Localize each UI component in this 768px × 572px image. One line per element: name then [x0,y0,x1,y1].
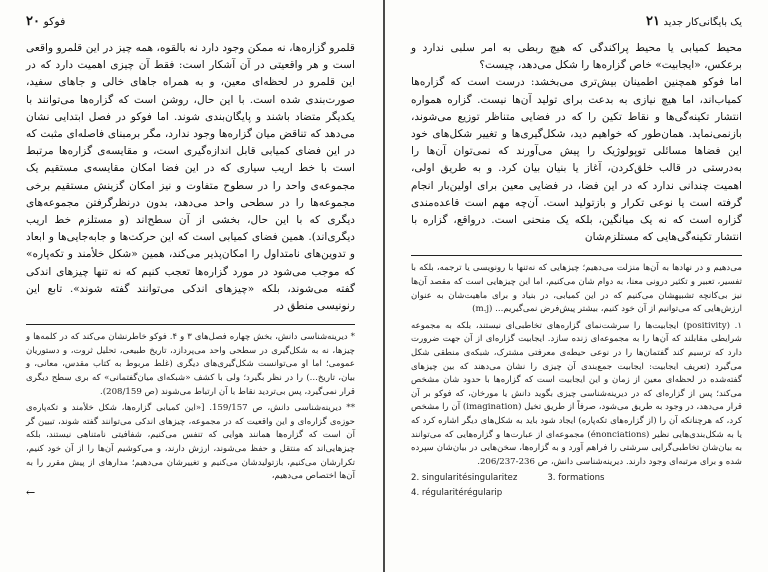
right-paragraph: محیط کمیابی یا محیط پراکندگی که هیچ ربطی به امر سلبی ندارد و برعکس، «ایجابیت» خاص گزاره‌ها را شکل می‌دهد، چیست؟ [411,42,742,72]
latin-footnotes [411,472,742,485]
latin-footnote: 3. formations [547,473,605,484]
latin-footnotes-row2 [411,487,742,500]
right-footnote: می‌دهیم و در نهادها به آن‌ها منزلت می‌دهیم؛ چیزهایی که نه‌تنها با رونویسی یا ترجمه، بلکه با تفسیر، تعبیر و تکثیر درونی معنا، به دوام شان می‌کنیم، اما این چیزهایی است که مقصد آن‌ها نیز بی‌کانچه تشبیهشان می‌کنیم که در این کمیابی، در بنیاد و برای ماهیت‌شان به عنوان ارزش‌هایی که می‌توانیم از آن خود کنیم، بیشتر پیش‌فرض نمی‌گیریم... (m.j) [411,263,742,315]
right-running-head: یک بایگانی‌کار جدید [663,17,742,28]
footnote-divider [26,324,355,325]
right-book-page [385,0,768,572]
latin-footnote: 4. régularitérégularip [411,488,503,499]
left-footnote: * دیرینه‌شناسی دانش، بخش چهاره فصل‌های ۳ و ۴. فوکو خاطرنشان می‌کند که در کلمه‌ها و چیزها، نه به شکل‌گیری در سطحی واحد می‌پردازد، تاریخ طبیعی، تحلیل ثروت، و دستوریان عمومی؛ اما او می‌توانست شکل‌گیری‌های دیگری (غلط مربوط به کتاب مقدس، معانی، و بیان، تاریخ...) را در نظر بگیرد؛ ولی با کشف «شبکه‌ای میان‌گفتمانی» که بری سطح دیگری قرار نمی‌گیرد، پس بی‌تردید نقاط با آن ارتباط می‌شوند (ص 208/159). [26,332,355,397]
left-page-number: ۲۰ [26,14,40,29]
left-running-head: فوکو [43,15,66,28]
right-paragraph: اما فوکو همچنین اطمینان بیش‌تری می‌بخشد: درست است که گزاره‌ها کمیاب‌اند، اما هیچ نیازی به بدعت برای تولید آن‌ها نیست. گزاره همواره انتشار تکینه‌گی‌ها و نقاط تکین را که در فضایی متناظر توزیع می‌شوند، بازنمی‌نماید. همان‌طور که خواهیم دید، شکل‌گیری‌ها و تغییر شکل‌های خود این فضاها مسائلی توپولوژیک را پیش می‌آورند که نمی‌توان آن‌ها را به‌درستی در قالب خلق‌کردن، آغاز یا بنیان بیان کرد. و به طریق اولی، اهمیت چندانی ندارد که در این فضا، در فضایی معین برای اولین‌بار انجام گرفته است یا نوعی تکرار و بازتولید است. آن‌چه مهم است قاعده‌مندی گزاره است که نه یک میانگین، بلکه یک منحنی است. درواقع، گزاره با انتشار تکینه‌گی‌هایی که مستلزم‌شان [411,76,742,244]
continuation-arrow-icon: ← [26,485,36,499]
right-footnote: ۱. (positivity) ایجابیت‌ها را سرشت‌نمای گزاره‌های تخاطبی‌ای نیستند، بلکه به مجموعه شرایطی مقابلند که آن‌ها را به مجموعه‌ای زنده سازد. ایجابیت گزاره‌ای از آن جهت ضرورت دارد که ترسیم کند گفتمان‌ها را در نوعی حیطه‌ی معرفتی مشترک، شبکه‌ی منطقی شکل می‌گیرد (تعریف ایجابیت: ایجابیت جمع‌بندی آن چیزی را نشان می‌دهند که بین چیزهای گفته‌شده در لحظه‌ای معین از زمان و این ایجابیت است که گزاره‌ها با حدود شان مشخص می‌کند؛ پس از گزاره‌ای که در دیرینه‌شناسی چیزی بگوید دانش یا مورخان، که فوکو بر آن قرار می‌دهد، در وجود به طریق می‌شود، صرفاً از طریق تخیل (imagination) آن را مشخص کرد، که هرچنانکه آن را (از گزاره‌های تکه‌پاره) ایجاد شود باید به شکل‌های دیگر اشاره کرد که یا به شکل‌بندی‌هایی نظیر (énonciations) مجموعه‌ای از عبارت‌ها و گزاره‌هایی که می‌توانند به بیان‌شان تخاطبی‌گرایی سرشتی را فراهم آورد و به گزاره‌ها، سخن‌هایی در بیان‌شان سپرده شده و برای مرتبه‌ای وجود دارند. دیرینه‌شناسی دانش، ص 236-206/237. [411,320,742,467]
right-body-text [411,40,742,246]
left-running-head-group [26,14,65,29]
footnote-divider [411,255,742,256]
right-page-number: ۲۱ [646,14,660,29]
right-page-header [411,14,742,32]
left-body-text [26,40,355,315]
left-page-header [26,14,355,32]
left-book-page [0,0,383,572]
right-running-head-group [646,14,742,29]
left-paragraph: قلمرو گزاره‌ها، نه ممکن وجود دارد نه بالقوه، همه چیز در این قلمرو واقعی است و هر واقعیتی در آن آشکار است: فقط آن چیزی اهمیت دارد که در این قلمرو در لحظه‌ای معین، و به همراه جاهای خالی و جاهای سفید، صورت‌بندی شده است. با این حال، روشن است که گزاره‌ها می‌توانند با یکدیگر متضاد باشند و پایگان‌بندی شوند. اما فوکو در فصل ابتدایی نشان می‌دهد که تناقض میان گزاره‌ها وجود ندارد، مگر برمبنای فاصله‌ای مثبت که در این فضای کمیابی قابل اندازه‌گیری است، و مقایسه‌ی گزاره‌ها مرتبط است با خط اریب سیاری که در این فضا امکان مقایسه‌ی مستقیم یک مجموعه‌ی واحد را در سطوح متفاوت و نیز امکان گزینش مستقیم برخی مجموعه‌ها را در سطحی واحد می‌دهد، بدون درنظرگرفتن مجموعه‌های دیگری که با این حال، بخشی از آن سطح‌اند (و مستلزم خط اریب دیگری‌اند). همین فضای کمیابی است که این حرکت‌ها و جابه‌جایی‌ها و ابعاد و تدوین‌های نامتداول را امکان‌پذیر می‌کند، همین «شکل خلأمند و تکه‌پاره» که موجب می‌شود در مورد گزاره‌ها تعجب کنیم که نه تنها چیزهای اندکی گفته می‌شوند، بلکه «چیزهای اندکی می‌توانند گفته شوند». تابع این رنونیسی منطق در [26,42,355,313]
left-footnote: ** دیرینه‌شناسی دانش، ص 159/157. [«این کمیابی گزاره‌ها، شکل خلأمند و تکه‌پاره‌ی حوزه‌ی گزاره‌ای و این واقعیت که در مجموعه، چیزهای اندکی می‌توانند گفته شوند، تبیین گر آن است که گزاره‌ها همانند هوایی که تنفس می‌کنیم، شفافیتی نامتناهی نیستند، بلکه چیزهایی‌اند که منتقل و حفظ می‌شوند، ارزش دارند، و می‌کوشیم آن‌ها را از آن خود کنیم، تکرارشان می‌کنیم، بازتولیدشان می‌کنیم و تغییرشان می‌دهیم؛ مدارهای از پیش مقرر را به آن‌ها اختصاص می‌دهیم، [26,403,356,482]
latin-footnote: 2. singularitésingularitez [411,473,518,484]
